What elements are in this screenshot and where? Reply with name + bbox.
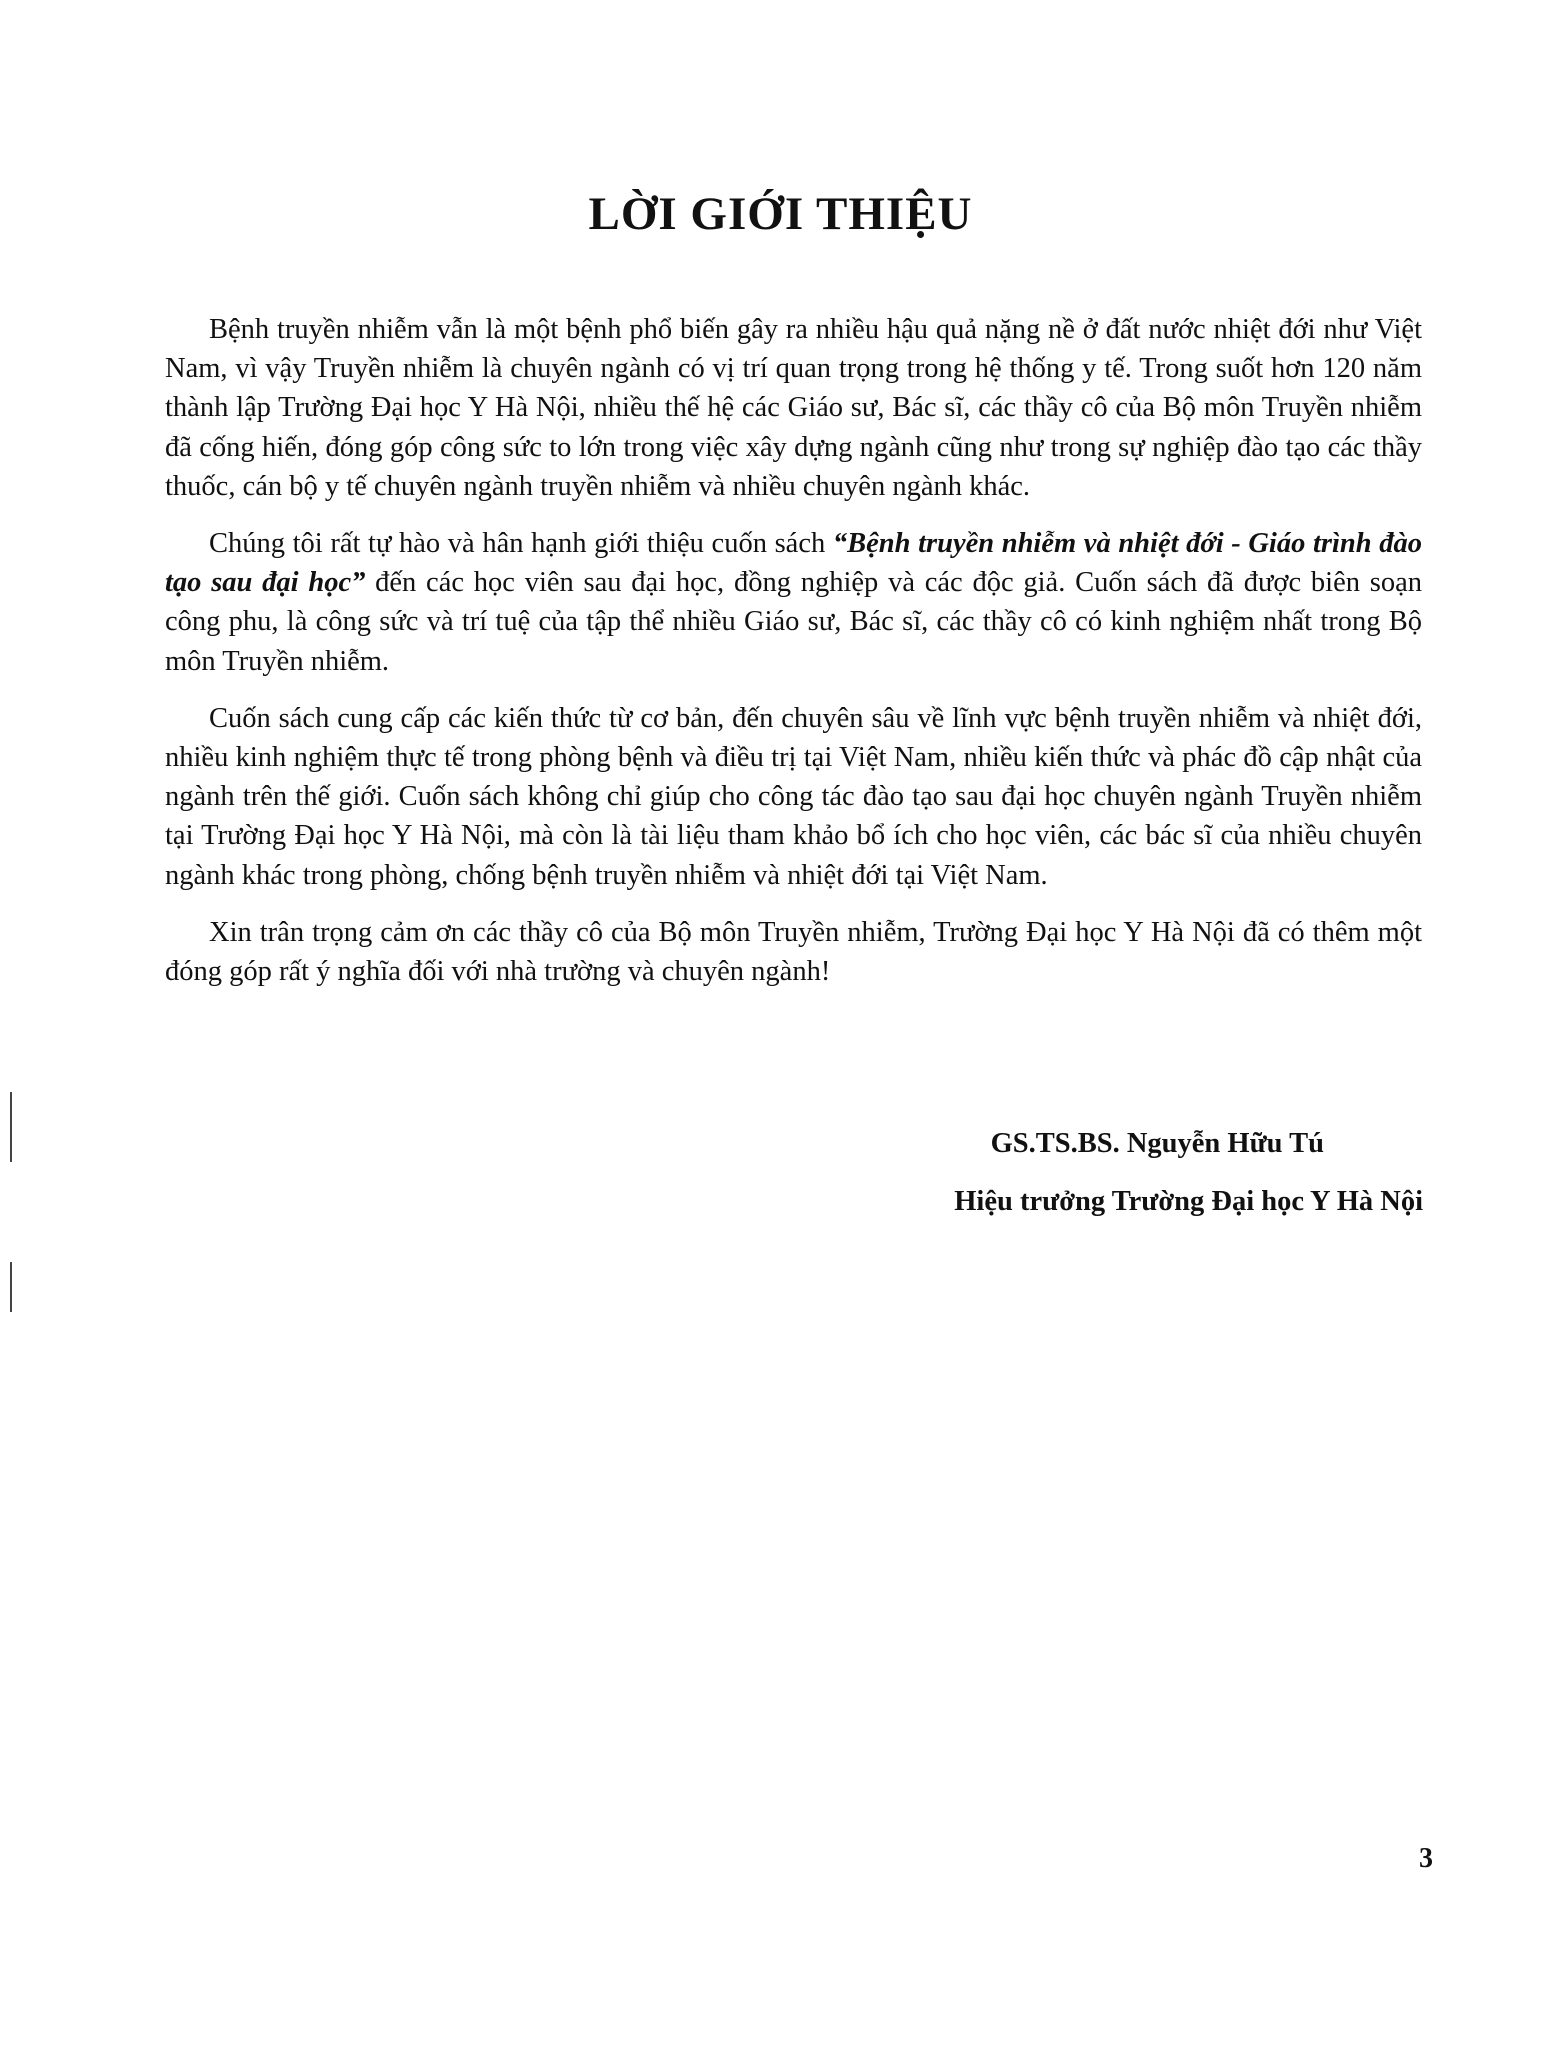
body-text (165, 310, 1422, 1009)
paragraph-2-rest: đến các học viên sau đại học, đồng nghiệp và các độc giả. Cuốn sách đã được biên soạn công phu, là công sức và trí tuệ của tập thể nhiều Giáo sư, Bác sĩ, các thầy cô có kinh nghiệm nhất trong Bộ môn Truyền nhiễm. (165, 567, 1423, 677)
page-title: LỜI GIỚI THIỆU (588, 188, 973, 240)
book-title-emphasis: “Bệnh truyền nhiễm và nhiệt đới - Giáo trình đào tạo sau đại học” (165, 528, 1422, 599)
paragraph-2 (165, 524, 1422, 681)
page-number: 3 (1419, 1843, 1433, 1874)
paragraph-4: Xin trân trọng cảm ơn các thầy cô của Bộ môn Truyền nhiễm, Trường Đại học Y Hà Nội đã có thêm một đóng góp rất ý nghĩa đối với nhà trường và chuyên ngành! (165, 916, 1422, 988)
paragraph-1: Bệnh truyền nhiễm vẫn là một bệnh phổ biến gây ra nhiều hậu quả nặng nề ở đất nước nhiệt đới như Việt Nam, vì vậy Truyền nhiễm là chuyên ngành có vị trí quan trọng trong hệ thống y tế. Trong suốt hơn 120 năm thành lập Trường Đại học Y Hà Nội, nhiều thế hệ các Giáo sư, Bác sĩ, các thầy cô của Bộ môn Truyền nhiễm đã cống hiến, đóng góp công sức to lớn trong việc xây dựng ngành cũng như trong sự nghiệp đào tạo các thầy thuốc, cán bộ y tế chuyên ngành truyền nhiễm và nhiều chuyên ngành khác. (165, 314, 1422, 502)
scan-edge-mark (10, 1262, 12, 1312)
scan-edge-mark (10, 1092, 12, 1162)
paragraph-2-intro: Chúng tôi rất tự hào và hân hạnh giới thiệu cuốn sách (209, 528, 833, 560)
signature-position: Hiệu trưởng Trường Đại học Y Hà Nội (954, 1186, 1423, 1217)
paragraph-3: Cuốn sách cung cấp các kiến thức từ cơ bản, đến chuyên sâu về lĩnh vực bệnh truyền nhiễm và nhiệt đới, nhiều kinh nghiệm thực tế trong phòng bệnh và điều trị tại Việt Nam, nhiều kiến thức và phác đồ cập nhật của ngành trên thế giới. Cuốn sách không chỉ giúp cho công tác đào tạo sau đại học chuyên ngành Truyền nhiễm tại Trường Đại học Y Hà Nội, mà còn là tài liệu tham khảo bổ ích cho học viên, các bác sĩ của nhiều chuyên ngành khác trong phòng, chống bệnh truyền nhiễm và nhiệt đới tại Việt Nam. (165, 702, 1422, 891)
signature-name: GS.TS.BS. Nguyễn Hữu Tú (990, 1128, 1324, 1159)
